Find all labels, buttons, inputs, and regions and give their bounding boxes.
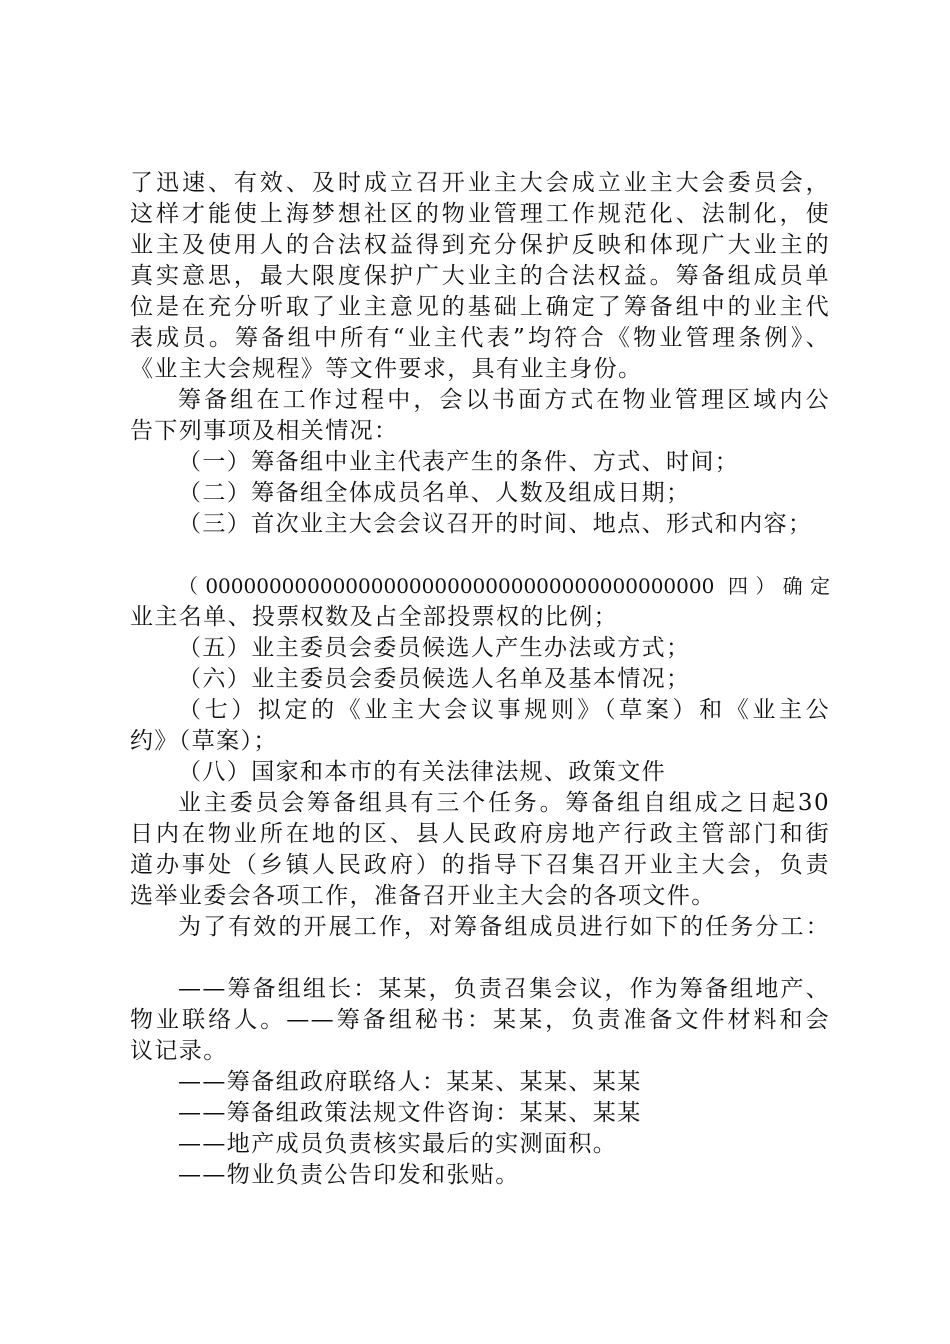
list-item: （一）筹备组中业主代表产生的条件、方式、时间；: [178, 449, 740, 475]
list-item: （六）业主委员会委员候选人名单及基本情况；: [178, 666, 691, 692]
task-item: ——筹备组政府联络人：某某、某某、某某: [178, 1069, 642, 1095]
text-line: 道办事处（乡镇人民政府）的指导下召集召开业主大会，负责: [130, 852, 830, 878]
text-line: 日内在物业所在地的区、县人民政府房地产行政主管部门和街: [130, 821, 830, 847]
text-line: 议记录。: [130, 1038, 228, 1064]
text-line: 这样才能使上海梦想社区的物业管理工作规范化、法制化，使: [130, 201, 830, 227]
text-line: 业主名单、投票权数及占全部投票权的比例；: [130, 604, 618, 630]
text-line: 告下列事项及相关情况：: [130, 418, 399, 444]
list-item: （三）首次业主大会会议召开的时间、地点、形式和内容；: [178, 511, 813, 537]
text-line: 选举业委会各项工作，准备召开业主大会的各项文件。: [130, 883, 716, 909]
text-line: 《业主大会规程》等文件要求，具有业主身份。: [130, 356, 643, 382]
text-line: 业主及使用人的合法权益得到充分保护反映和体现广大业主的: [130, 232, 830, 258]
paragraph-start: 筹备组在工作过程中，会以书面方式在物业管理区域内公: [178, 387, 830, 413]
paragraph-start: 业主委员会筹备组具有三个任务。筹备组自组成之日起30: [178, 790, 830, 816]
text-line: 物业联络人。——筹备组秘书：某某，负责准备文件材料和会: [130, 1007, 830, 1033]
list-item: （八）国家和本市的有关法律法规、政策文件: [178, 759, 666, 785]
text-line: 表成员。筹备组中所有“业主代表”均符合《物业管理条例》、: [130, 325, 830, 351]
paragraph-start: 为了有效的开展工作，对筹备组成员进行如下的任务分工：: [178, 914, 830, 940]
list-item: （0000000000000000000000000000000000000000 四）确定: [178, 574, 830, 598]
task-item: ——地产成员负责核实最后的实测面积。: [178, 1131, 618, 1157]
blank-line: [130, 943, 830, 974]
text-line: 约》（草案）；: [130, 728, 278, 754]
task-item: ——筹备组政策法规文件咨询：某某、某某: [178, 1100, 642, 1126]
list-item: （五）业主委员会委员候选人产生办法或方式；: [178, 635, 691, 661]
document-body: [130, 168, 830, 1191]
list-item: （七）拟定的《业主大会议事规则》（草案）和《业主公: [178, 697, 830, 723]
text-line: 了迅速、有效、及时成立召开业主大会成立业主大会委员会，: [130, 170, 830, 196]
task-item: ——物业负责公告印发和张贴。: [178, 1162, 520, 1188]
text-line: 位是在充分听取了业主意见的基础上确定了筹备组中的业主代: [130, 294, 830, 320]
list-item: （二）筹备组全体成员名单、人数及组成日期；: [178, 480, 691, 506]
text-line: 真实意思，最大限度保护广大业主的合法权益。筹备组成员单: [130, 263, 830, 289]
blank-line: [130, 540, 830, 571]
task-item: ——筹备组组长：某某，负责召集会议，作为筹备组地产、: [178, 976, 830, 1002]
